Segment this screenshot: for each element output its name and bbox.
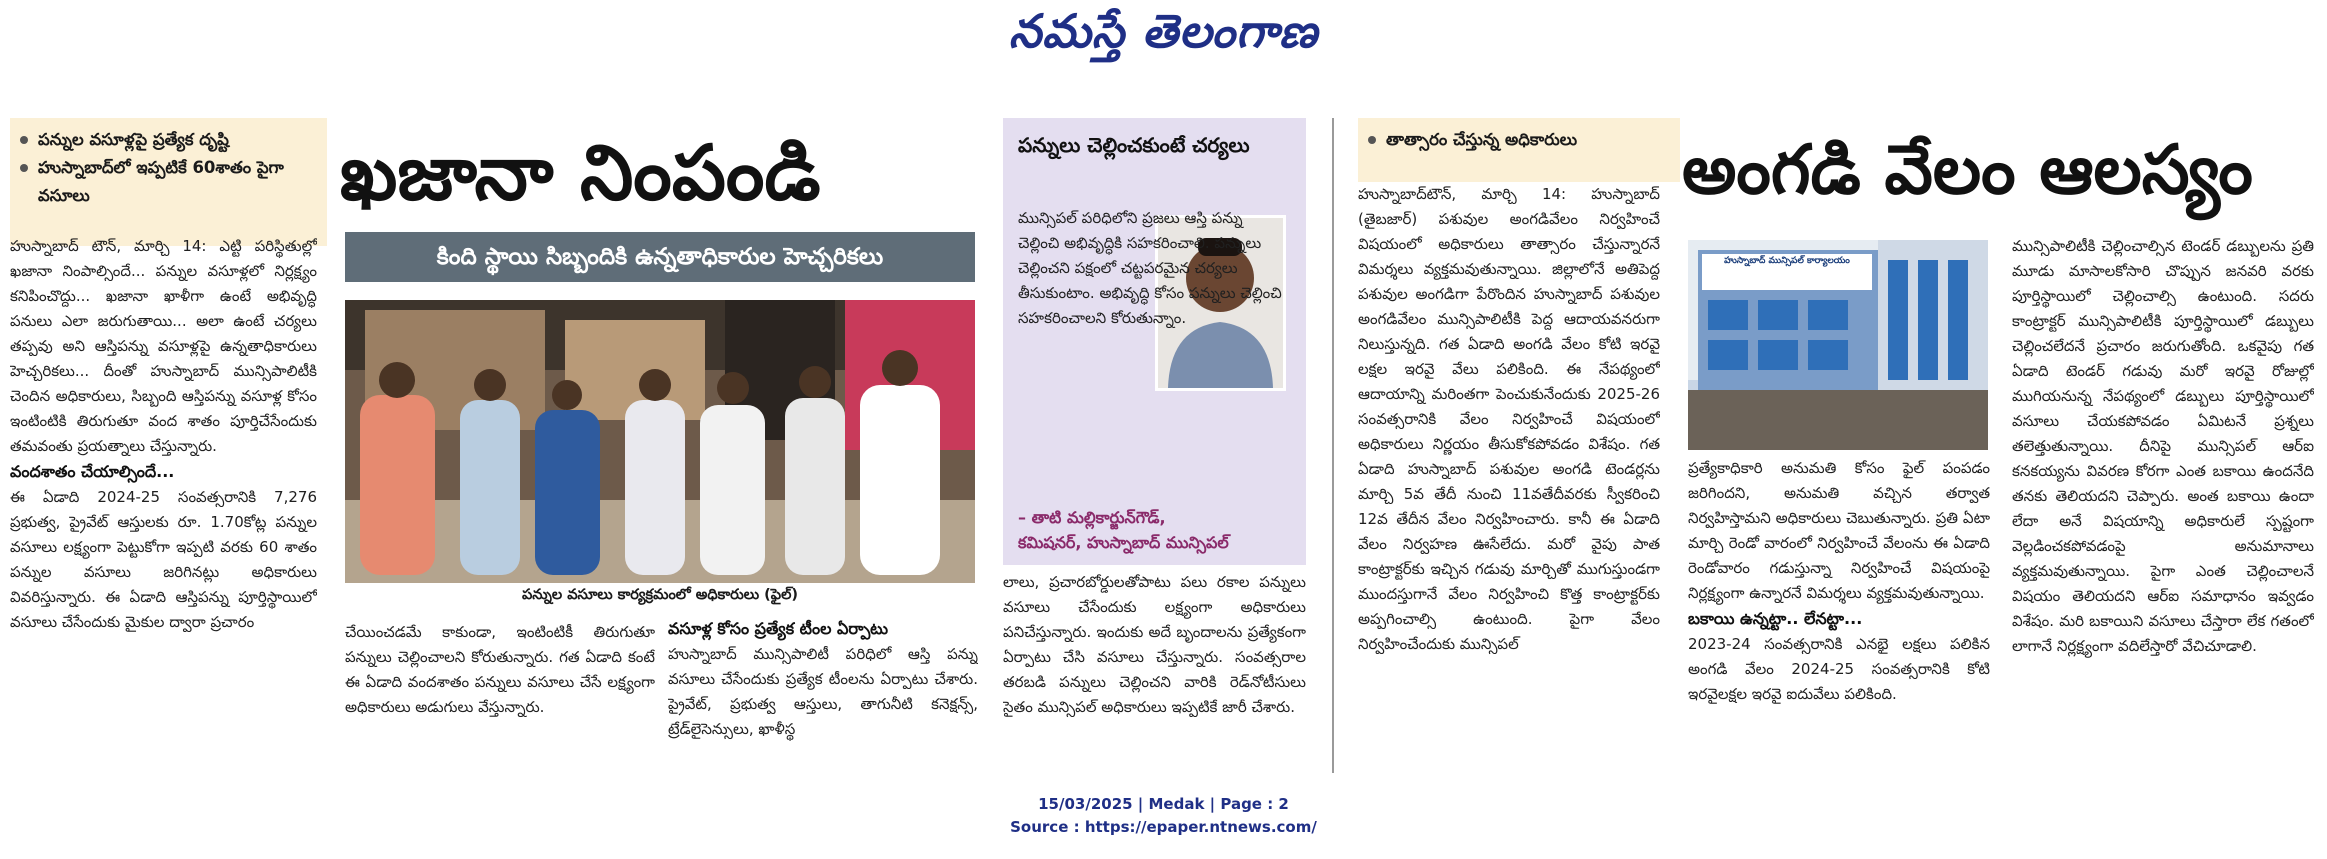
article1-paragraph: చేయించడమే కాకుండా, ఇంటింటికీ తిరుగుతూ పన్నులు చెల్లించాలని కోరుతున్నారు. గత ఏడాది కంటే ఈ ఏడాది వందశాతం పన్నులు వసూలు చేసే లక్ష్యంగా అధికారులు అడుగులు వేస్తున్నారు. (345, 623, 655, 716)
officials-photo-image (345, 300, 975, 583)
article2-headline: అంగడి వేలం ఆలస్యం (1682, 131, 2253, 210)
sidebar-byline-role: కమిషనర్, హుస్నాబాద్ మున్సిపల్ (1018, 533, 1229, 552)
article1-bullets (10, 118, 327, 246)
sidebar-text (1018, 206, 1286, 506)
article2-column-3 (2012, 234, 2314, 770)
sidebar-paragraph: మున్సిపల్ పరిధిలోని ప్రజలు ఆస్తి పన్ను చెల్లించి అభివృద్ధికి సహకరించాలి. పన్నులు చెల్లించని పక్షంలో చట్టపరమైన చర్యలు తీసుకుంటాం. అభివృద్ధి కోసం పన్నులు చెల్లించి సహకరించాలని కోరుతున్నాం. (1018, 209, 1282, 327)
bullet-item: పన్నుల వసూళ్లపై ప్రత్యేక దృష్టి (20, 126, 317, 154)
footer-date-page: 15/03/2025 | Medak | Page : 2 (1038, 795, 1289, 813)
article1-paragraph: హుస్నాబాద్ మున్సిపాలిటీ పరిధిలో ఆస్తి పన్ను వసూలు చేసేందుకు ప్రత్యేక టీంలను ఏర్పాటు చేశారు. ప్రైవేట్, ప్రభుత్వ ఆస్తులు, తాగునీటి కనెక్షన్స్, ట్రేడ్‌లైసెన్సులు, ఖాళీస్థ (668, 645, 978, 738)
article1-subhead: వసూళ్ల కోసం ప్రత్యేక టీంల ఏర్పాటు (668, 619, 889, 638)
bullet-item: హుస్నాబాద్‌లో ఇప్పటికే 60శాతం పైగా వసూలు (20, 154, 317, 210)
article2-column-1 (1358, 182, 1660, 770)
article2-column-2 (1688, 456, 1990, 770)
article2-bullet (1358, 118, 1680, 182)
article1-column-2 (345, 620, 655, 770)
building-sign: హుస్నాబాద్ మున్సిపల్ కార్యాలయం (1724, 256, 1850, 266)
article1-headline: ఖజానా నింపండి (340, 128, 821, 217)
bullet-dot-icon (20, 164, 28, 172)
article1-paragraph: హుస్నాబాద్ టౌన్, మార్చి 14: ఎట్టి పరిస్థితుల్లో ఖజానా నింపాల్సిందే... పన్నుల వసూళ్లలో నిర్లక్ష్యం కనిపించొద్దు... ఖజానా ఖాళీగా ఉంటే అభివృద్ధి పనులు ఎలా జరుగుతాయి... అలా ఉంటే చర్యలు తప్పవు అని ఆస్తిపన్ను వసూళ్లపై ఉన్నతాధికారులు హెచ్చరికలు... దీంతో హుస్నాబాద్ మున్సిపాలిటీకి చెందిన అధికారులు, సిబ్బంది ఆస్తిపన్ను వసూళ్ల కోసం ఇంటింటికి తిరుగుతూ వంద శాతం పూర్తిచేసేందుకు తమవంతు ప్రయత్నాలు చేస్తున్నారు. (10, 237, 317, 455)
article1-paragraph: ఈ ఏడాది 2024-25 సంవత్సరానికి 7,276 ప్రభుత్వ, ప్రైవేట్ ఆస్తులకు రూ. 1.70కోట్ల పన్నుల వసూలు లక్ష్యంగా పెట్టుకోగా ఇప్పటి వరకు 60 శాతం పన్నుల వసూలు జరిగినట్లు అధికారులు వివరిస్తున్నారు. ఈ ఏడాది ఆస్తిపన్ను పూర్తిస్థాయిలో వసూలు చేసేందుకు మైకుల ద్వారా ప్రచారం (10, 488, 317, 631)
article2-paragraph: హుస్నాబాద్‌టౌన్, మార్చి 14: హుస్నాబాద్ (తైబజార్) పశువుల అంగడివేలం నిర్వహించే విషయంలో అధికారులు తాత్సారం చేస్తున్నారనే విమర్శలు వ్యక్తమవుతున్నాయి. జిల్లాలోనే అతిపెద్ద పశువుల అంగడిగా పేరొందిన హుస్నాబాద్ పశువుల అంగడివేలం మున్సిపాలిటీకి పెద్ద ఆదాయవనరుగా నిలుస్తున్నది. గత ఏడాది అంగడి వేలం కోటి ఇరవై లక్షల ఇరవై వేలు పలికింది. ఈ నేపథ్యంలో ఆదాయాన్ని మరింతగా పెంచుకునేందుకు 2025-26 సంవత్సరానికి వేలం నిర్వహించే విషయంలో అధికారులు నిర్ణయం తీసుకోకపోవడం విశేషం. గత ఏడాది హుస్నాబాద్ పశువుల అంగడి టెండర్లను మార్చి 5వ తేదీ నుంచి 11వతేదీవరకు స్వీకరించి 12వ తేదీన వేలం నిర్వహించారు. కానీ ఈ ఏడాది వేలం నిర్వహణ ఊసేలేదు. మరో వైపు పాత కాంట్రాక్టర్‌కు ఇచ్చిన గడువు మార్చితో ముగుస్తుండగా ముందస్తుగానే వేలం నిర్వహించి కొత్త కాంట్రాక్టర్‌కు అప్పగించాల్సి ఉంటుంది. పైగా వేలం నిర్వహించేందుకు మున్సిపల్ (1358, 185, 1660, 653)
article2-subhead: బకాయి ఉన్నట్టా.. లేనట్టా... (1688, 609, 1863, 628)
article1-subhead: వందశాతం చేయాల్సిందే... (10, 462, 175, 481)
article1-deck: కింది స్థాయి సిబ్బందికి ఉన్నతాధికారుల హెచ్చరికలు (345, 232, 975, 282)
sidebar-byline-name: – తాటి మల్లికార్జున్‌గౌడ్, (1018, 508, 1166, 527)
article2-photo (1688, 240, 1988, 450)
article1-paragraph: లాలు, ప్రచారబోర్డులతోపాటు పలు రకాల పన్నులు వసూలు చేసేందుకు లక్ష్యంగా అధికారులు పనిచేస్తున్నారు. ఇందుకు అదే బృందాలను ప్రత్యేకంగా ఏర్పాటు చేసి వసూలు చేస్తున్నారు. సంవత్సరాల తరబడి పన్నులు చెల్లించని వారికి రెడ్‌నోటీసులు సైతం మున్సిపల్ అధికారులు ఇప్పటికే జారీ చేశారు. (1003, 573, 1306, 716)
masthead-logo: నమస్తే తెలంగాణ (1008, 4, 1319, 58)
article-divider (1332, 118, 1334, 773)
municipal-building-image (1688, 240, 1988, 450)
article1-photo (345, 300, 975, 583)
bullet-dot-icon (1368, 136, 1376, 144)
photo-caption: పన్నుల వసూలు కార్యక్రమంలో అధికారులు (ఫైల్) (522, 587, 798, 603)
article2-paragraph: మున్సిపాలిటీకి చెల్లించాల్సిన టెండర్ డబ్బులను ప్రతి మూడు మాసాలకోసారి చొప్పున జనవరి వరకు పూర్తిస్థాయిలో చెల్లించాల్సి ఉంటుంది. సదరు కాంట్రాక్టర్ మున్సిపాలిటీకి పూర్తిస్థాయిలో డబ్బులు చెల్లించలేదనే ప్రచారం జరుగుతోంది. ఒకవైపు గత ఏడాది టెండర్ గడువు మరో ఇరవై రోజుల్లో ముగియనున్న నేపథ్యంలో డబ్బులు పూర్తిస్థాయిలో వసూలు చేయకపోవడం ఏమిటనే ప్రశ్నలు తలెత్తుతున్నాయి. దీనిపై మున్సిపల్ ఆర్‌ఐ కనకయ్యను వివరణ కోరగా ఎంత బకాయి ఉందనేది తనకు తెలియదని చెప్పారు. అంత బకాయి ఉందా లేదా అనే విషయాన్ని అధికారులే స్పష్టంగా వెల్లడించకపోవడంపై అనుమానాలు వ్యక్తమవుతున్నాయి. పైగా ఎంత చెల్లించాలనే విషయం తెలియదని ఆర్‌ఐ సమాధానం ఇవ్వడం విశేషం. మరి బకాయిని వసూలు చేస్తారా లేక గతంలో లాగానే నిర్లక్ష్యంగా వదిలేస్తారో వేచిచూడాలి. (2012, 237, 2314, 655)
footer-source-link[interactable]: Source : https://epaper.ntnews.com/ (1010, 818, 1317, 836)
bullet-dot-icon (20, 136, 28, 144)
article1-column-1 (10, 234, 317, 770)
sidebar-title: పన్నులు చెల్లించకుంటే చర్యలు (1018, 133, 1250, 157)
article2-paragraph: 2023-24 సంవత్సరానికి ఎనభై లక్షలు పలికిన అంగడి వేలం 2024-25 సంవత్సరానికి కోటి ఇరవైలక్షల ఇరవై ఐదువేలు పలికింది. (1688, 635, 1990, 703)
bullet-item: తాత్సారం చేస్తున్న అధికారులు (1368, 126, 1670, 154)
article1-column-4 (1003, 570, 1306, 770)
article2-paragraph: ప్రత్యేకాధికారి అనుమతి కోసం ఫైల్ పంపడం జరిగిందని, అనుమతి వచ్చిన తర్వాత నిర్వహిస్తామని అధికారులు చెబుతున్నారు. ప్రతి ఏటా మార్చి రెండో వారంలో నిర్వహించే వేలంను ఈ ఏడాది రెండోవారం గడుస్తున్నా నిర్వహించే విషయంపై నిర్లక్ష్యంగా ఉన్నారనే విమర్శలు వ్యక్తమవుతున్నాయి. (1688, 459, 1990, 602)
article1-column-3 (668, 616, 978, 770)
